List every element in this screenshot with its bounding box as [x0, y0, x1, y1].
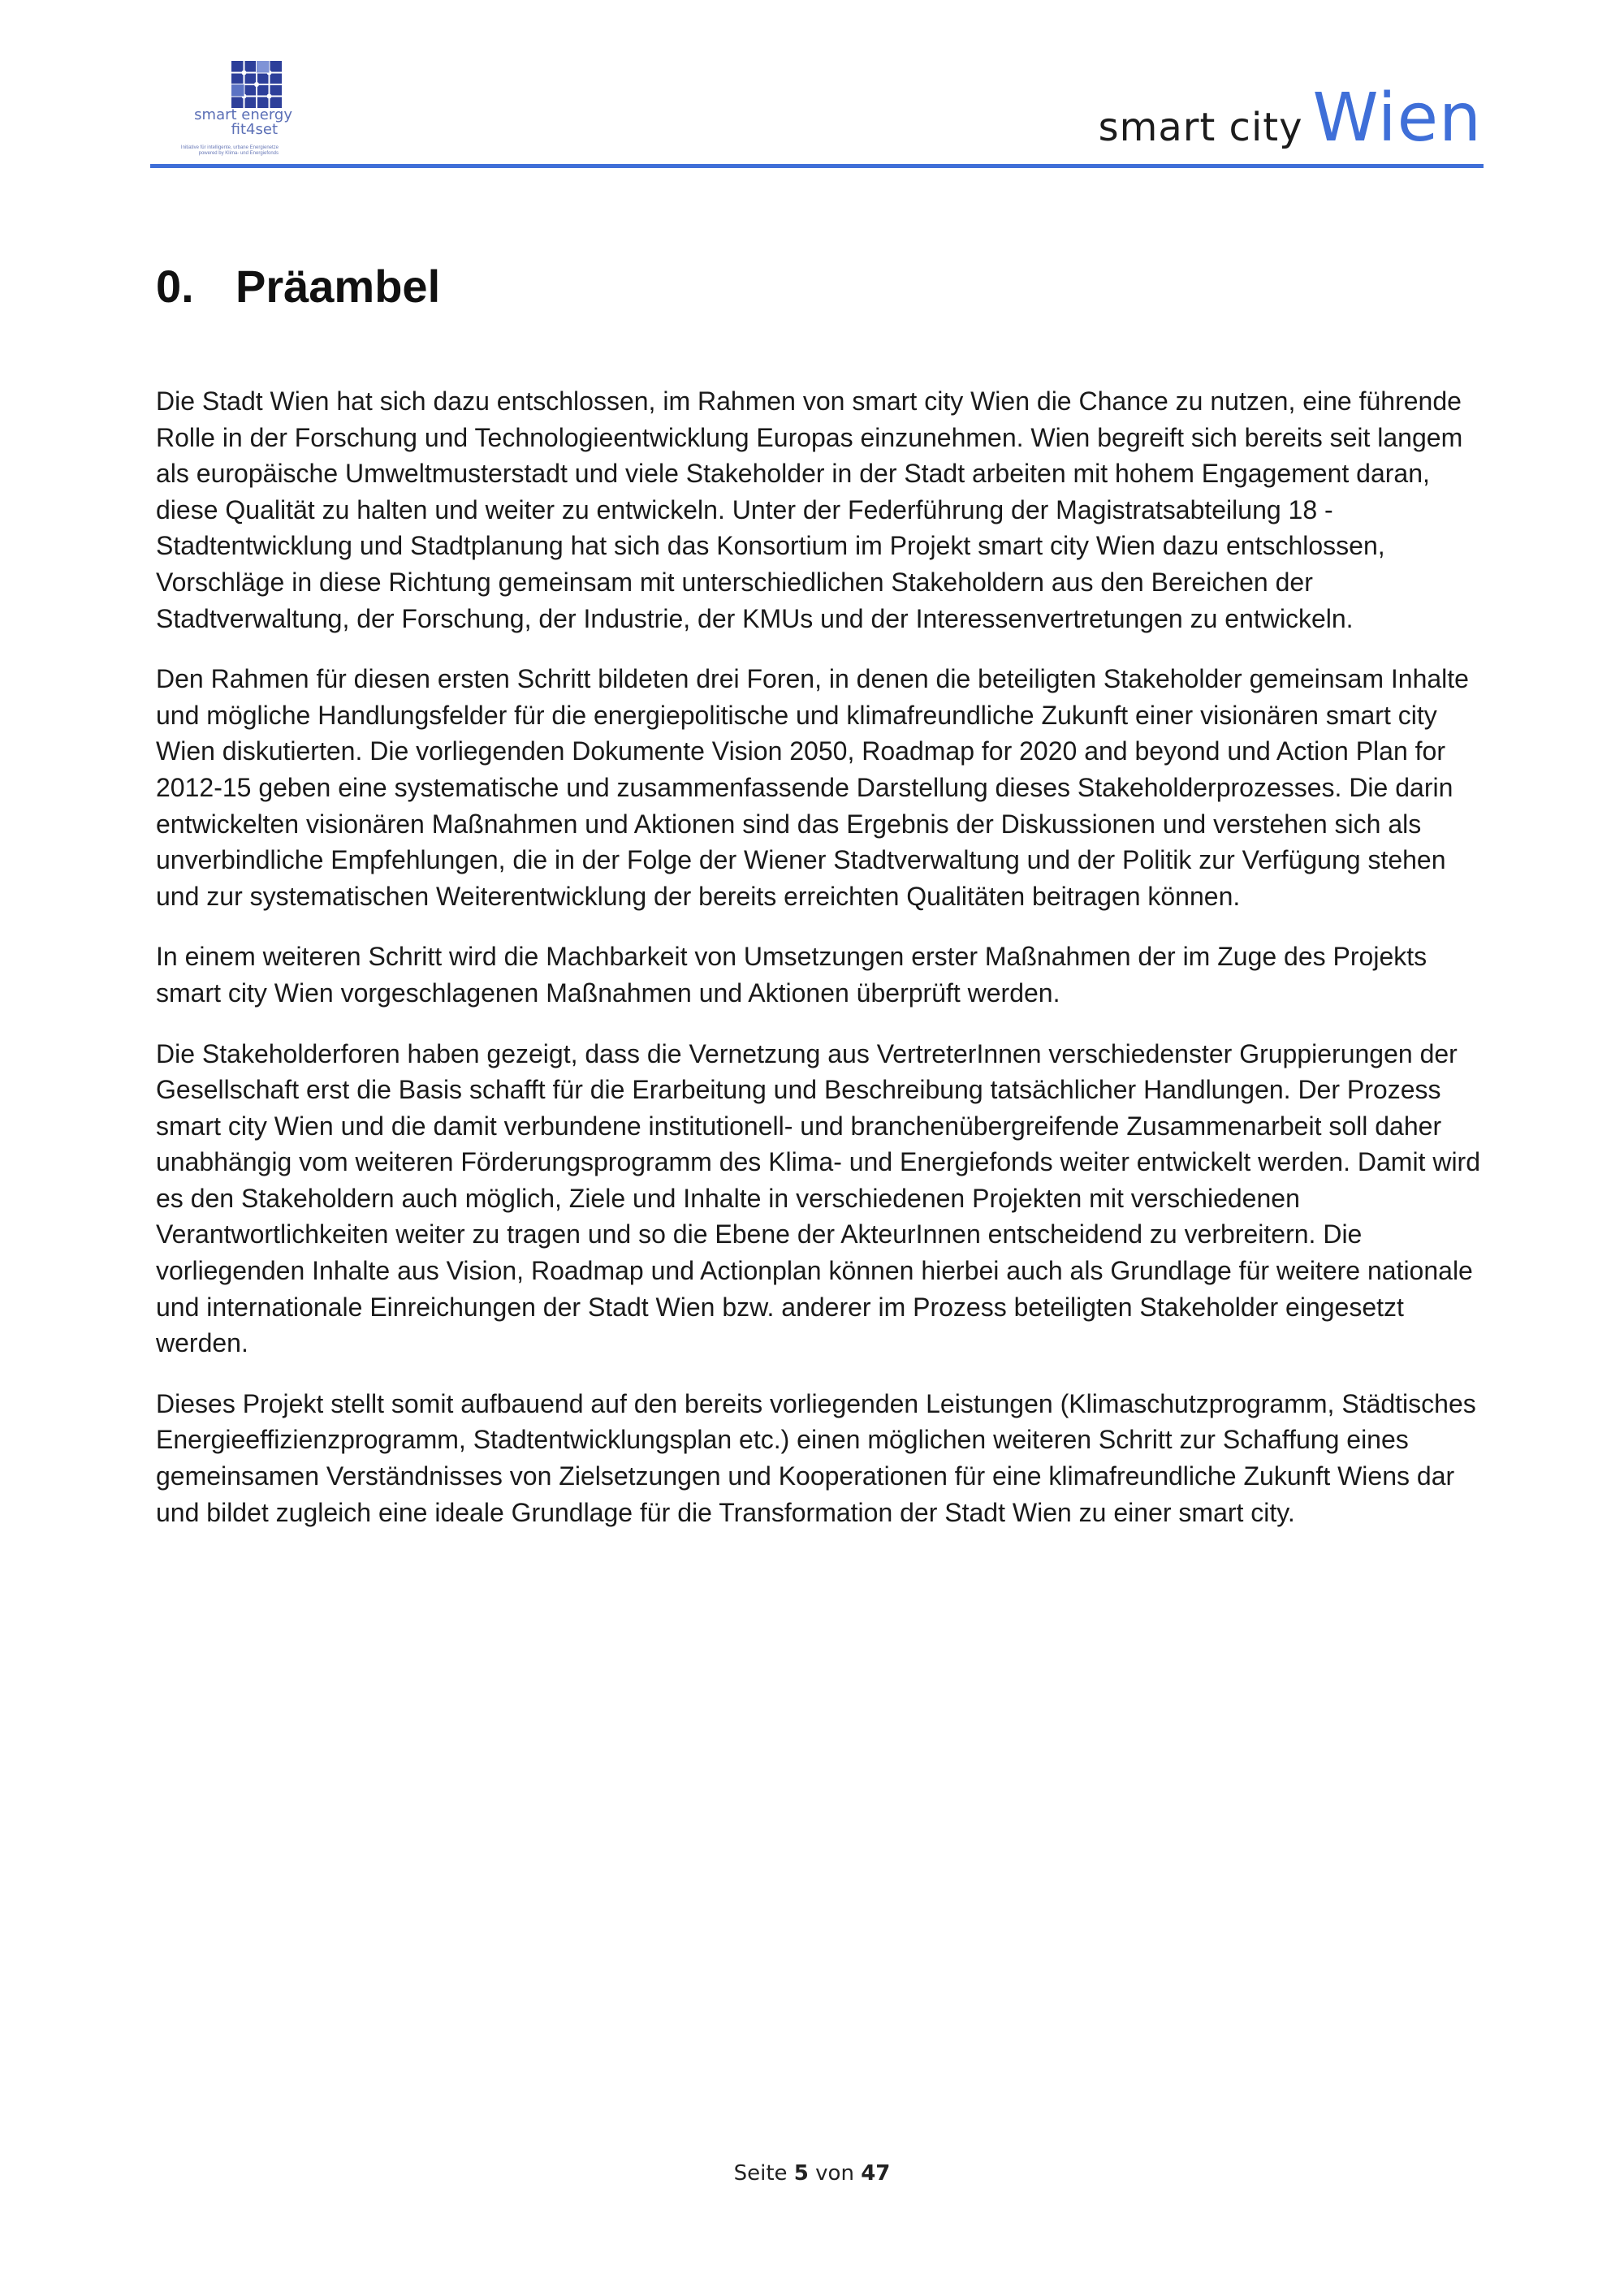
paragraph-4: Die Stakeholderforen haben gezeigt, dass die Vernetzung aus VertreterInnen verschiedenster Gruppierungen der Gesellschaft erst die Basis schafft für die Erarbeitung und Beschreibung tatsächlicher Handlungen. Der Prozess smart city Wien und die damit verbundene institutionell- und branchenübergreifende Zusammenarbeit soll daher unabhängig vom weiteren Förderungsprogramm des Klima- und Energiefonds weiter entwickelt werden. Damit wird es den Stakeholdern auch möglich, Ziele und Inhalte in verschiedenen Projekten mit verschiedenen Verantwortlichkeiten weiter zu tragen und so die Ebene der AkteurInnen entscheidend zu verbreitern. Die vorliegenden Inhalte aus Vision, Roadmap und Actionplan können hierbei auch als Grundlage für weitere nationale und internationale Einreichungen der Stadt Wien bzw. anderer im Prozess beteiligten Stakeholder eingesetzt werden.	[156, 1038, 1480, 1358]
page-content	[156, 260, 1488, 1555]
brand-smart-city: smart city	[1098, 105, 1303, 150]
smart-energy-logo	[150, 61, 296, 166]
page-header	[150, 57, 1482, 170]
logo-wordmark	[154, 108, 292, 137]
footer-middle: von	[815, 2161, 854, 2186]
paragraph-1: Die Stadt Wien hat sich dazu entschlossen, im Rahmen von smart city Wien die Chance zu nutzen, eine führende Rolle in der Forschung und Technologieentwicklung Europas einzunehmen. Wien begreift sich bereits seit langem als europäische Umweltmusterstadt und viele Stakeholder in der Stadt arbeiten mit hohem Engagement daran, diese Qualität zu halten und weiter zu entwickeln. Unter der Federführung der Magistratsabteilung 18 - Stadtentwicklung und Stadtplanung hat sich das Konsortium im Projekt smart city Wien dazu entschlossen, Vorschläge in diese Richtung gemeinsam mit unterschiedlichen Stakeholdern aus den Bereichen der Stadtverwaltung, der Forschung, der Industrie, der KMUs und der Interessenvertretungen zu entwickeln.	[156, 386, 1463, 633]
header-divider	[150, 164, 1484, 168]
section-title: Präambel	[235, 261, 441, 312]
footer-page-number: 5	[793, 2161, 809, 2186]
logo-grid-icon	[231, 61, 282, 108]
logo-tagline-2: powered by Klima- und Energiefonds	[198, 151, 279, 156]
paragraph-5: Dieses Projekt stellt somit aufbauend auf den bereits vorliegenden Leistungen (Klimaschutzprogramm, Städtisches Energieeffizienzprogramm, Stadtentwicklungsplan etc.) einen möglichen weiteren Schritt zur Schaffung eines gemeinsamen Verständnisses von Zielsetzungen und Kooperationen für eine klimafreundliche Zukunft Wiens dar und bildet zugleich eine ideale Grundlage für die Transformation der Stadt Wien zu einer smart city.	[156, 1388, 1476, 1527]
footer-total-pages: 47	[861, 2161, 891, 2186]
logo-tagline-1: Initiative für intelligente, urbane Energienetze	[180, 145, 279, 150]
paragraph-3: In einem weiteren Schritt wird die Machbarkeit von Umsetzungen erster Maßnahmen der im Zuge des Projekts smart city Wien vorgeschlagenen Maßnahmen und Aktionen überprüft werden.	[156, 942, 1427, 1008]
paragraph-2: Den Rahmen für diesen ersten Schritt bildeten drei Foren, in denen die beteiligten Stakeholder gemeinsam Inhalte und mögliche Handlungsfelder für die energiepolitische und klimafreundliche Zukunft einer visionären smart city Wien diskutierten. Die vorliegenden Dokumente Vision 2050, Roadmap for 2020 and beyond und Action Plan for 2012-15 geben eine systematische und zusammenfassende Darstellung dieses Stakeholderprozesses. Die darin entwickelten visionären Maßnahmen und Aktionen sind das Ergebnis der Diskussionen und verstehen sich als unverbindliche Empfehlungen, die in der Folge der Wiener Stadtverwaltung und der Politik zur Verfügung stehen und zur systematischen Weiterentwicklung der bereits erreichten Qualitäten beitragen können.	[156, 664, 1469, 911]
brand-wien: Wien	[1312, 80, 1482, 157]
section-number: 0.	[156, 261, 194, 312]
logo-tagline	[175, 145, 279, 157]
footer-prefix: Seite	[733, 2161, 788, 2186]
logo-line2: fit4set	[231, 121, 278, 138]
logo-line1: smart energy	[194, 106, 292, 123]
smart-city-wien-brand	[1099, 80, 1482, 157]
page-footer	[0, 2161, 1624, 2186]
section-heading	[156, 260, 1488, 313]
